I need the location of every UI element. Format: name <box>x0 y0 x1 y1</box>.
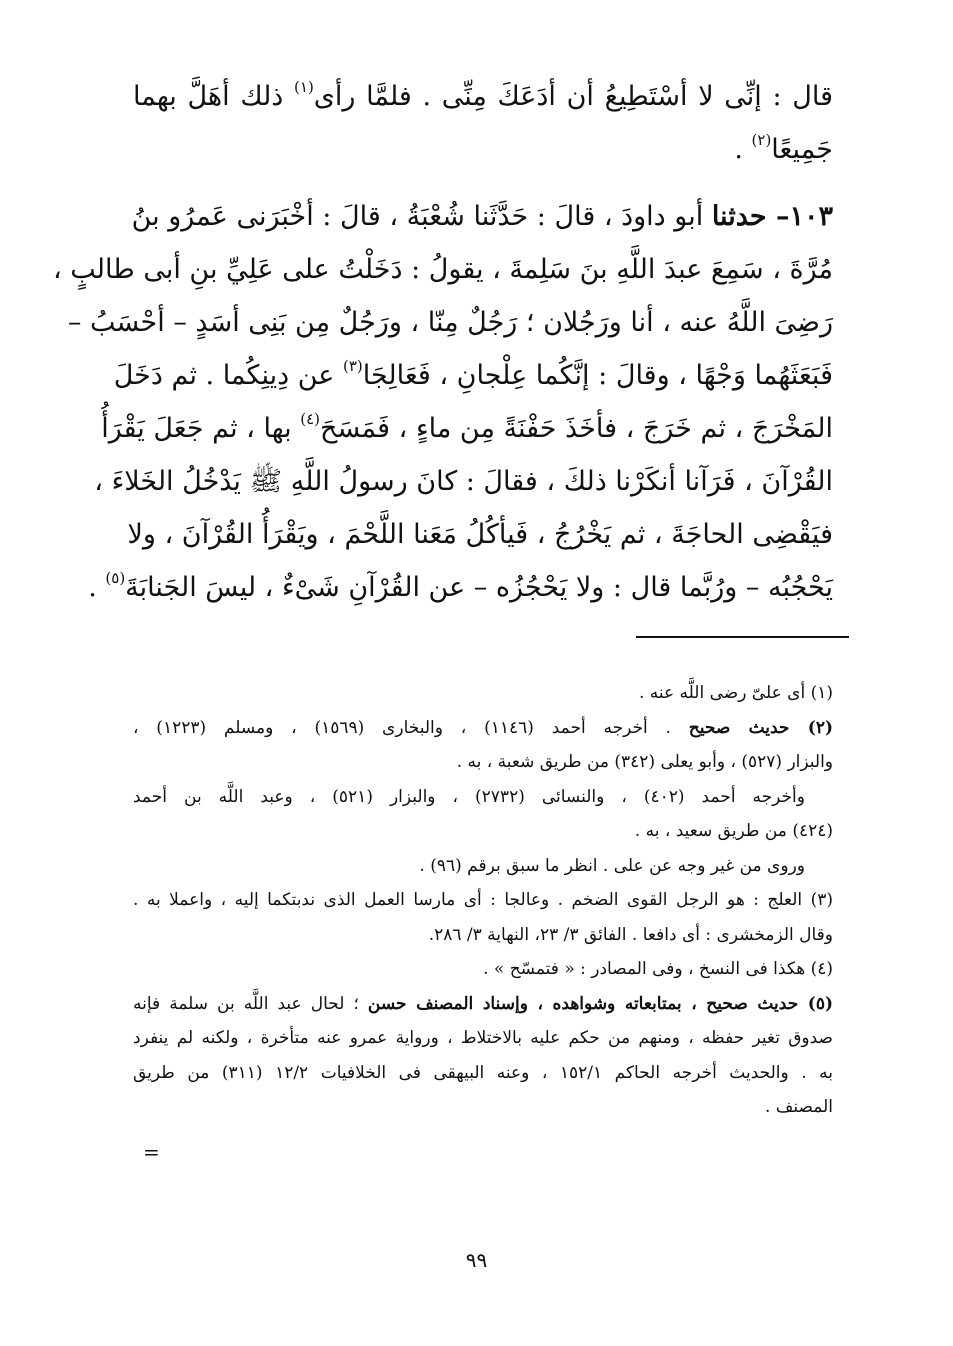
hadith-line-6: القُرْآنَ ، فَرَآنا أنكَرْنا ذلكَ ، فقالَ : كانَ رسولُ اللَّهِ ﷺ يَدْخُلُ الخَلاءَ ، <box>94 466 833 497</box>
intro-paragraph <box>133 70 833 176</box>
continuation-mark: = <box>143 1140 160 1164</box>
hadith-line-7: فيَقْضِى الحاجَةَ ، ثم يَخْرُجُ ، فَيأكُلُ مَعَنا اللَّحْمَ ، ويَقْرَأُ القُرْآنَ ، ولا <box>127 519 833 550</box>
hadith-line-2: مُرَّةَ ، سَمِعَ عبدَ اللَّهِ بنَ سَلِمةَ ، يقولُ : دَخَلْتُ على عَلِيِّ بنِ أبى طالبٍ ، <box>52 254 833 285</box>
hadith-text: . <box>88 572 106 603</box>
hadith-line-1 <box>133 190 833 243</box>
intro-text: قال : إنِّى لا أسْتَطِيعُ أن أدَعَكَ مِنِّى . فلمَّا رأى <box>313 81 833 112</box>
footnote-4: (٤) هكذا فى النسخ ، وفى المصادر : « فتمسّح » . <box>483 959 833 979</box>
hadith-text: عن دِينِكُما . ثم دَخَلَ <box>113 360 343 391</box>
footnote-text: . أخرجه أحمد (١١٤٦) ، والبخارى (١٥٦٩) ، ومسلم (١٢٢٣) ، <box>133 717 689 738</box>
footnote-5-line-4: المصنف . <box>764 1097 833 1117</box>
hadith-text: فَبَعَثَهُما وَجْهًا ، وقالَ : إنَّكُما عِلْجانِ ، فَعَالِجَا <box>362 360 833 391</box>
footnote-2-line-5: وروى من غير وجه عن على . انظر ما سبق برقم (٩٦) . <box>419 855 805 876</box>
intro-text: ذلك أهَلَّ بهما <box>133 81 295 112</box>
footnote-2-line-1 <box>133 711 833 746</box>
hadith-103-paragraph <box>52 190 833 614</box>
footnote-text: ؛ لحال عبد اللَّه بن سلمة فإنه <box>133 993 368 1014</box>
intro-line-1 <box>133 70 833 123</box>
hadith-text: يَحْجُبُه – ورُبَّما قال : ولا يَحْجُزُه – عن القُرْآنِ شَىْءٌ ، ليسَ الجَنابَةَ <box>125 572 833 603</box>
footnote-2-line-4: (٤٢٤) من طريق سعيد ، به . <box>634 821 833 841</box>
footnotes-section <box>133 676 833 1125</box>
footnote-5-line-3: به . والحديث أخرجه الحاكم ١٥٢/١ ، وعنه البيهقى فى الخلافيات ١٢/٢ (٣١١) من طريق <box>133 1062 833 1083</box>
page-number: ٩٩ <box>465 1248 488 1272</box>
footnote-ref-4[interactable]: (٤) <box>300 410 321 428</box>
footnote-ref-3[interactable]: (٣) <box>342 357 363 375</box>
footnote-ref-2[interactable]: (٢) <box>751 131 772 149</box>
grading-label: (٢) حديث صحيح <box>688 717 834 738</box>
intro-line-2 <box>133 123 833 176</box>
footnote-5-line-2: صدوق تغير حفظه ، ومنهم من حكم عليه بالاختلاط ، ورواية عمرو عنه متأخرة ، ولكنه لم ينفرد <box>133 1028 833 1048</box>
hadith-line-4 <box>113 349 833 402</box>
hadith-number: ١٠٣– حدثنا <box>711 201 833 232</box>
footnote-2-line-3: وأخرجه أحمد (٤٠٢) ، والنسائى (٢٧٣٢) ، والبزار (٥٢١) ، وعبد اللَّه بن أحمد <box>133 786 805 807</box>
hadith-text: بها ، ثم جَعَلَ يَقْرَأُ <box>101 413 301 444</box>
hadith-line-3: رَضِىَ اللَّهُ عنه ، أنا ورَجُلان ؛ رَجُلٌ مِنّا ، ورَجُلٌ مِن بَنِى أسَدٍ – أحْسَبُ – <box>67 307 833 338</box>
hadith-line-5 <box>101 402 833 455</box>
grading-label: (٥) حديث صحيح ، بمتابعاته وشواهده ، وإسناد المصنف حسن <box>367 993 833 1014</box>
footnote-2-line-2: والبزار (٥٢٧) ، وأبو يعلى (٣٤٢) من طريق شعبة ، به . <box>456 752 833 772</box>
footnote-1: (١) أى علىّ رضى اللَّه عنه . <box>638 683 833 703</box>
intro-text: . <box>734 134 752 165</box>
footnote-3-line-1: (٣) العلج : هو الرجل القوى الضخم . وعالجا : أى مارسا العمل الذى ندبتكما إليه ، واعملا به . <box>133 890 833 910</box>
footnote-separator <box>636 636 849 638</box>
footnote-3-line-2: وقال الزمخشرى : أى دافعا . الفائق ٣/ ٢٣، النهاية ٣/ ٢٨٦. <box>428 924 833 945</box>
footnote-5-line-1 <box>133 987 833 1022</box>
intro-text: جَمِيعًا <box>771 134 833 165</box>
hadith-text: المَخْرَجَ ، ثم خَرَجَ ، فأخَذَ حَفْنَةً مِن ماءٍ ، فَمَسَحَ <box>320 413 833 444</box>
hadith-line-8 <box>88 561 833 614</box>
footnote-ref-1[interactable]: (١) <box>294 78 314 96</box>
hadith-text: أبو داودَ ، قالَ : حَدَّثَنا شُعْبَةُ ، قالَ : أخْبَرَنى عَمرُو بنُ <box>131 201 712 232</box>
footnote-ref-5[interactable]: (٥) <box>105 569 126 587</box>
